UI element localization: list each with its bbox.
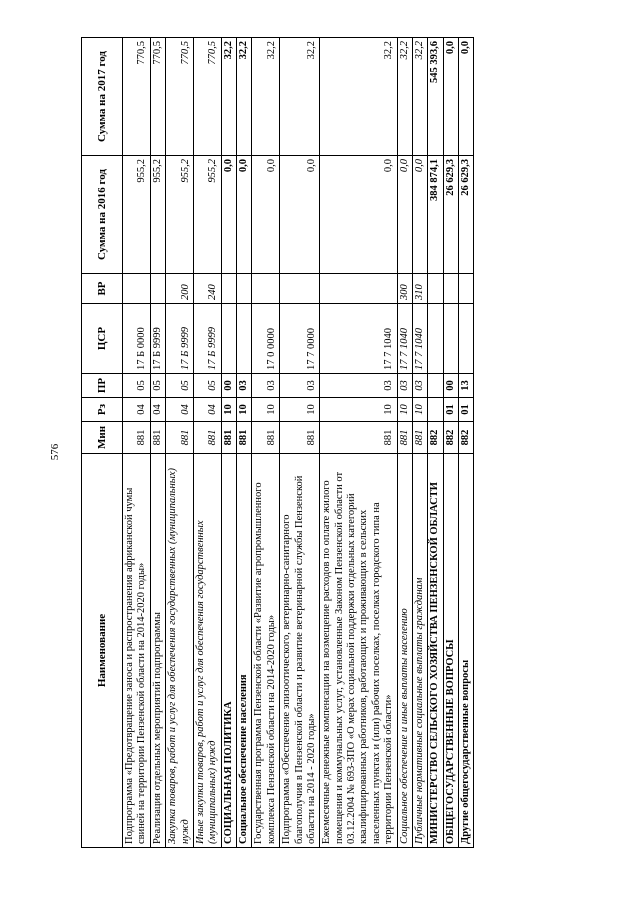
cell-csr — [221, 304, 236, 374]
cell-sum-2017: 545 393,6 — [428, 38, 443, 156]
table-row — [166, 38, 194, 848]
cell-name: Закупка товаров, работ и услуг для обеспечения государственных (муниципальных) нужд — [166, 454, 194, 848]
cell-vr: 240 — [193, 274, 221, 304]
cell-sum-2016: 26 629,3 — [459, 156, 474, 274]
cell-csr: 17 7 1040 — [320, 304, 397, 374]
cell-sum-2016: 955,2 — [150, 156, 165, 274]
cell-vr: 200 — [166, 274, 194, 304]
header-csr: ЦСР — [82, 304, 123, 374]
cell-csr — [459, 304, 474, 374]
cell-sum-2017: 770,5 — [193, 38, 221, 156]
cell-sum-2016: 0,0 — [397, 156, 412, 274]
cell-sum-2017: 32,2 — [280, 38, 320, 156]
cell-pr: 03 — [237, 374, 252, 398]
cell-rz: 10 — [412, 398, 427, 422]
cell-pr: 05 — [193, 374, 221, 398]
cell-pr: 05 — [150, 374, 165, 398]
page-number: 576 — [49, 443, 61, 461]
table-row — [221, 38, 236, 848]
header-rz: Рз — [82, 398, 123, 422]
cell-sum-2016: 0,0 — [237, 156, 252, 274]
cell-name: ОБЩЕГОСУДАРСТВЕННЫЕ ВОПРОСЫ — [443, 454, 458, 848]
cell-vr: 310 — [412, 274, 427, 304]
cell-sum-2017: 770,5 — [150, 38, 165, 156]
cell-sum-2017: 32,2 — [237, 38, 252, 156]
cell-csr: 17 Б 9999 — [166, 304, 194, 374]
cell-min: 882 — [428, 422, 443, 454]
cell-min: 881 — [237, 422, 252, 454]
cell-min: 881 — [221, 422, 236, 454]
cell-pr: 03 — [397, 374, 412, 398]
cell-rz: 04 — [193, 398, 221, 422]
cell-csr — [237, 304, 252, 374]
cell-rz: 10 — [252, 398, 280, 422]
cell-sum-2017: 32,2 — [320, 38, 397, 156]
cell-name: СОЦИАЛЬНАЯ ПОЛИТИКА — [221, 454, 236, 848]
cell-pr — [428, 374, 443, 398]
cell-sum-2016: 26 629,3 — [443, 156, 458, 274]
cell-pr: 05 — [166, 374, 194, 398]
table-row — [320, 38, 397, 848]
cell-name: Социальное обеспечение и иные выплаты населению — [397, 454, 412, 848]
cell-name: МИНИСТЕРСТВО СЕЛЬСКОГО ХОЗЯЙСТВА ПЕНЗЕНСКОЙ ОБЛАСТИ — [428, 454, 443, 848]
cell-min: 882 — [459, 422, 474, 454]
cell-min: 881 — [166, 422, 194, 454]
cell-vr — [459, 274, 474, 304]
cell-sum-2016: 955,2 — [123, 156, 151, 274]
cell-name: Другие общегосударственные вопросы — [459, 454, 474, 848]
cell-sum-2016: 384 874,1 — [428, 156, 443, 274]
cell-vr — [150, 274, 165, 304]
cell-rz: 01 — [443, 398, 458, 422]
cell-csr — [443, 304, 458, 374]
cell-sum-2016: 955,2 — [166, 156, 194, 274]
cell-csr: 17 Б 9999 — [150, 304, 165, 374]
cell-sum-2016: 955,2 — [193, 156, 221, 274]
cell-rz: 04 — [123, 398, 151, 422]
cell-csr: 17 7 1040 — [412, 304, 427, 374]
cell-rz: 10 — [320, 398, 397, 422]
cell-rz: 04 — [166, 398, 194, 422]
cell-rz: 04 — [150, 398, 165, 422]
cell-rz: 01 — [459, 398, 474, 422]
cell-vr — [320, 274, 397, 304]
cell-vr: 300 — [397, 274, 412, 304]
cell-min: 881 — [123, 422, 151, 454]
cell-pr: 03 — [412, 374, 427, 398]
cell-sum-2017: 770,5 — [123, 38, 151, 156]
cell-vr — [443, 274, 458, 304]
cell-name: Подпрограмма «Предотвращение заноса и распространения африканской чумы свиней на территории Пензенской области на 2014-2020 годы» — [123, 454, 151, 848]
cell-rz — [428, 398, 443, 422]
cell-vr — [221, 274, 236, 304]
cell-csr: 17 Б 9999 — [193, 304, 221, 374]
cell-sum-2016: 0,0 — [221, 156, 236, 274]
cell-sum-2016: 0,0 — [412, 156, 427, 274]
header-min: Мин — [82, 422, 123, 454]
cell-sum-2016: 0,0 — [252, 156, 280, 274]
cell-csr: 17 7 1040 — [397, 304, 412, 374]
cell-csr: 17 7 0000 — [280, 304, 320, 374]
header-sum-2017: Сумма на 2017 год — [82, 38, 123, 156]
cell-vr — [123, 274, 151, 304]
table-row — [280, 38, 320, 848]
table-row — [150, 38, 165, 848]
cell-min: 881 — [397, 422, 412, 454]
table-row — [459, 38, 474, 848]
cell-rz: 10 — [237, 398, 252, 422]
table-row — [443, 38, 458, 848]
cell-vr — [428, 274, 443, 304]
cell-rz: 10 — [221, 398, 236, 422]
cell-rz: 10 — [397, 398, 412, 422]
cell-min: 881 — [193, 422, 221, 454]
table-row — [252, 38, 280, 848]
cell-name: Государственная программа Пензенской области «Развитие агропромышленного комплекса Пензенской области на 2014-2020 годы» — [252, 454, 280, 848]
cell-sum-2017: 770,5 — [166, 38, 194, 156]
cell-min: 882 — [443, 422, 458, 454]
budget-table — [81, 37, 474, 848]
cell-csr — [428, 304, 443, 374]
header-sum-2016: Сумма на 2016 год — [82, 156, 123, 274]
cell-name: Социальное обеспечение населения — [237, 454, 252, 848]
table-row — [412, 38, 427, 848]
rotated-page — [81, 38, 621, 848]
cell-sum-2017: 0,0 — [459, 38, 474, 156]
table-row — [428, 38, 443, 848]
cell-name: Публичные нормативные социальные выплаты гражданам — [412, 454, 427, 848]
table-row — [237, 38, 252, 848]
cell-min: 881 — [320, 422, 397, 454]
cell-name: Реализация отдельных мероприятий подпрограммы — [150, 454, 165, 848]
cell-pr: 13 — [459, 374, 474, 398]
table-row — [397, 38, 412, 848]
cell-pr: 05 — [123, 374, 151, 398]
cell-pr: 03 — [252, 374, 280, 398]
table-row — [193, 38, 221, 848]
table-row — [123, 38, 151, 848]
cell-vr — [237, 274, 252, 304]
cell-sum-2017: 32,2 — [252, 38, 280, 156]
cell-min: 881 — [280, 422, 320, 454]
cell-vr — [252, 274, 280, 304]
cell-sum-2017: 32,2 — [397, 38, 412, 156]
cell-name: Иные закупки товаров, работ и услуг для обеспечения государственных (муниципальных) нужд — [193, 454, 221, 848]
cell-pr: 03 — [320, 374, 397, 398]
cell-csr: 17 Б 0000 — [123, 304, 151, 374]
cell-name: Подпрограмма «Обеспечение эпизоотического, ветеринарно-санитарного благополучия в Пензенской области и развитие ветеринарной службы Пензенской области на 2014 - 2020 годы» — [280, 454, 320, 848]
header-vr: ВР — [82, 274, 123, 304]
cell-pr: 03 — [280, 374, 320, 398]
table-header-row — [82, 38, 123, 848]
cell-sum-2016: 0,0 — [280, 156, 320, 274]
cell-sum-2017: 32,2 — [221, 38, 236, 156]
cell-rz: 10 — [280, 398, 320, 422]
cell-name: Ежемесячные денежные компенсации на возмещение расходов по оплате жилого помещения и коммунальных услуг, установленные Законом Пензенской области от 03.12.2004 № 693-ЗПО «О мерах социальной поддержки отдельных категорий квалифицированных работников, работающих и проживающих в сельских населенных пунктах и (или) рабочих поселках, поселках городского типа на территории Пензенской области» — [320, 454, 397, 848]
cell-csr: 17 0 0000 — [252, 304, 280, 374]
cell-min: 881 — [412, 422, 427, 454]
cell-min: 881 — [252, 422, 280, 454]
cell-sum-2016: 0,0 — [320, 156, 397, 274]
cell-vr — [280, 274, 320, 304]
header-name: Наименование — [82, 454, 123, 848]
cell-min: 881 — [150, 422, 165, 454]
cell-sum-2017: 0,0 — [443, 38, 458, 156]
cell-pr: 00 — [221, 374, 236, 398]
header-pr: ПР — [82, 374, 123, 398]
cell-pr: 00 — [443, 374, 458, 398]
cell-sum-2017: 32,2 — [412, 38, 427, 156]
